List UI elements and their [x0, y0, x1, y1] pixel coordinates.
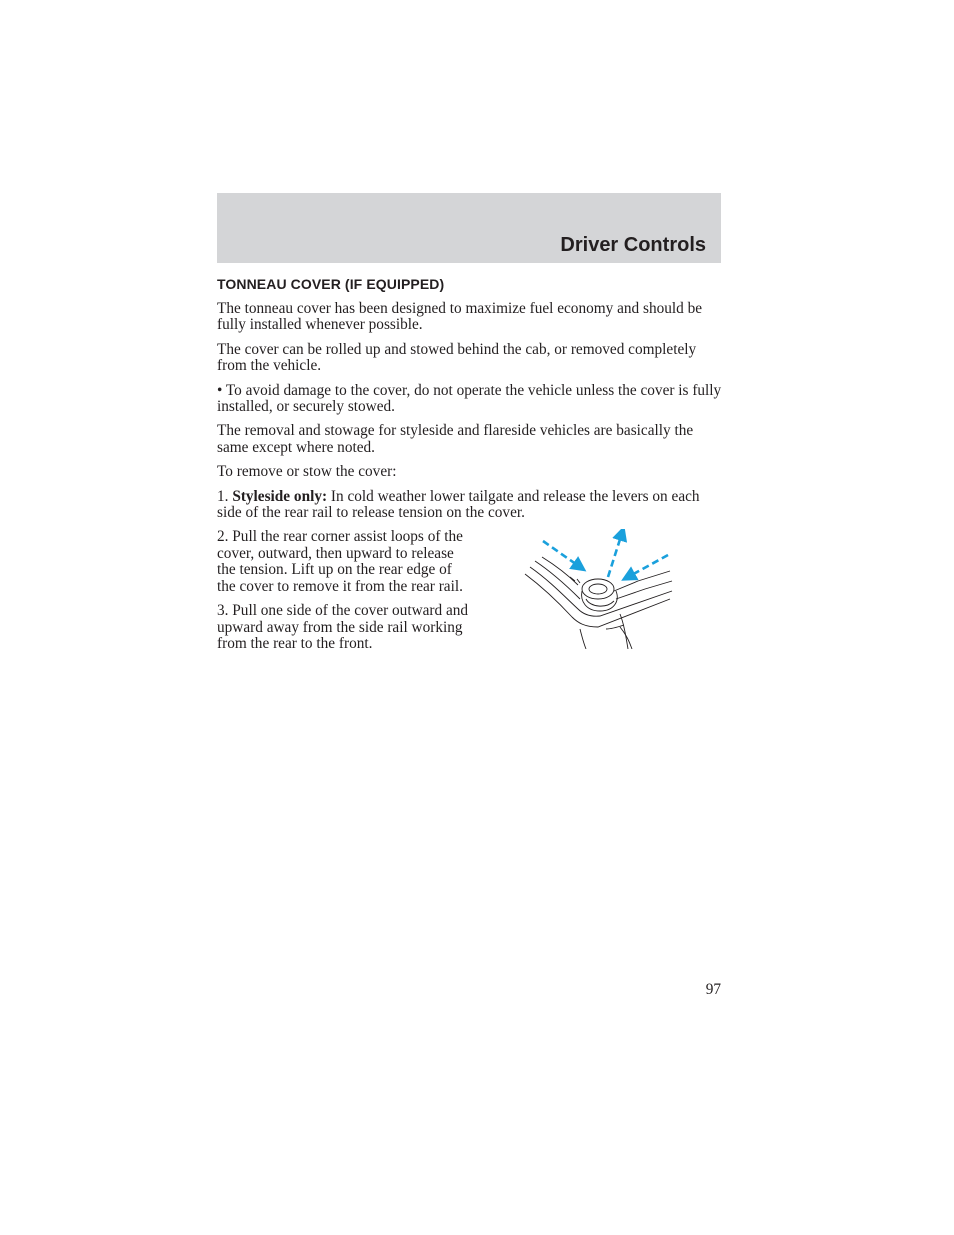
- paragraph-fuel-economy: The tonneau cover has been designed to maximize fuel economy and should be fully installed whenever possible.: [217, 300, 703, 334]
- steps-column: [217, 529, 473, 652]
- tonneau-cover-heading: TONNEAU COVER (IF EQUIPPED): [217, 276, 445, 292]
- paragraph-rolled-up: The cover can be rolled up and stowed behind the cab, or removed completely from the vehicle.: [217, 340, 697, 375]
- page-content: [217, 276, 723, 660]
- steps-with-figure: [217, 529, 723, 652]
- step-2: 2. Pull the rear corner assist loops of the cover, outward, then upward to release the tension. Lift up on the rear edge of the cover to remove it from the rear rail.: [217, 528, 463, 595]
- assist-loop-illustration: [520, 529, 680, 649]
- step-1-text: In cold weather lower tailgate and release the levers on each side of the rear rail to release tension on the cover.: [217, 487, 700, 522]
- tonneau-corner-lines: [525, 557, 672, 649]
- header-band: [217, 193, 721, 263]
- upward-arrow: [608, 533, 622, 577]
- step-1-bold: Styleside only:: [232, 487, 328, 505]
- bullet-avoid-damage: • To avoid damage to the cover, do not operate the vehicle unless the cover is fully installed, or securely stowed.: [217, 381, 722, 416]
- step-3: 3. Pull one side of the cover outward and upward away from the side rail working from the rear to the front.: [217, 602, 469, 652]
- page-number: 97: [705, 981, 721, 998]
- section-title: Driver Controls: [560, 234, 706, 256]
- step-1-number: 1.: [217, 487, 229, 505]
- paragraph-to-remove: To remove or stow the cover:: [217, 463, 397, 481]
- step-1: [217, 489, 723, 522]
- paragraph-removal-stowage: The removal and stowage for styleside and flareside vehicles are basically the same except where noted.: [217, 422, 694, 456]
- outward-arrow-left: [543, 541, 580, 567]
